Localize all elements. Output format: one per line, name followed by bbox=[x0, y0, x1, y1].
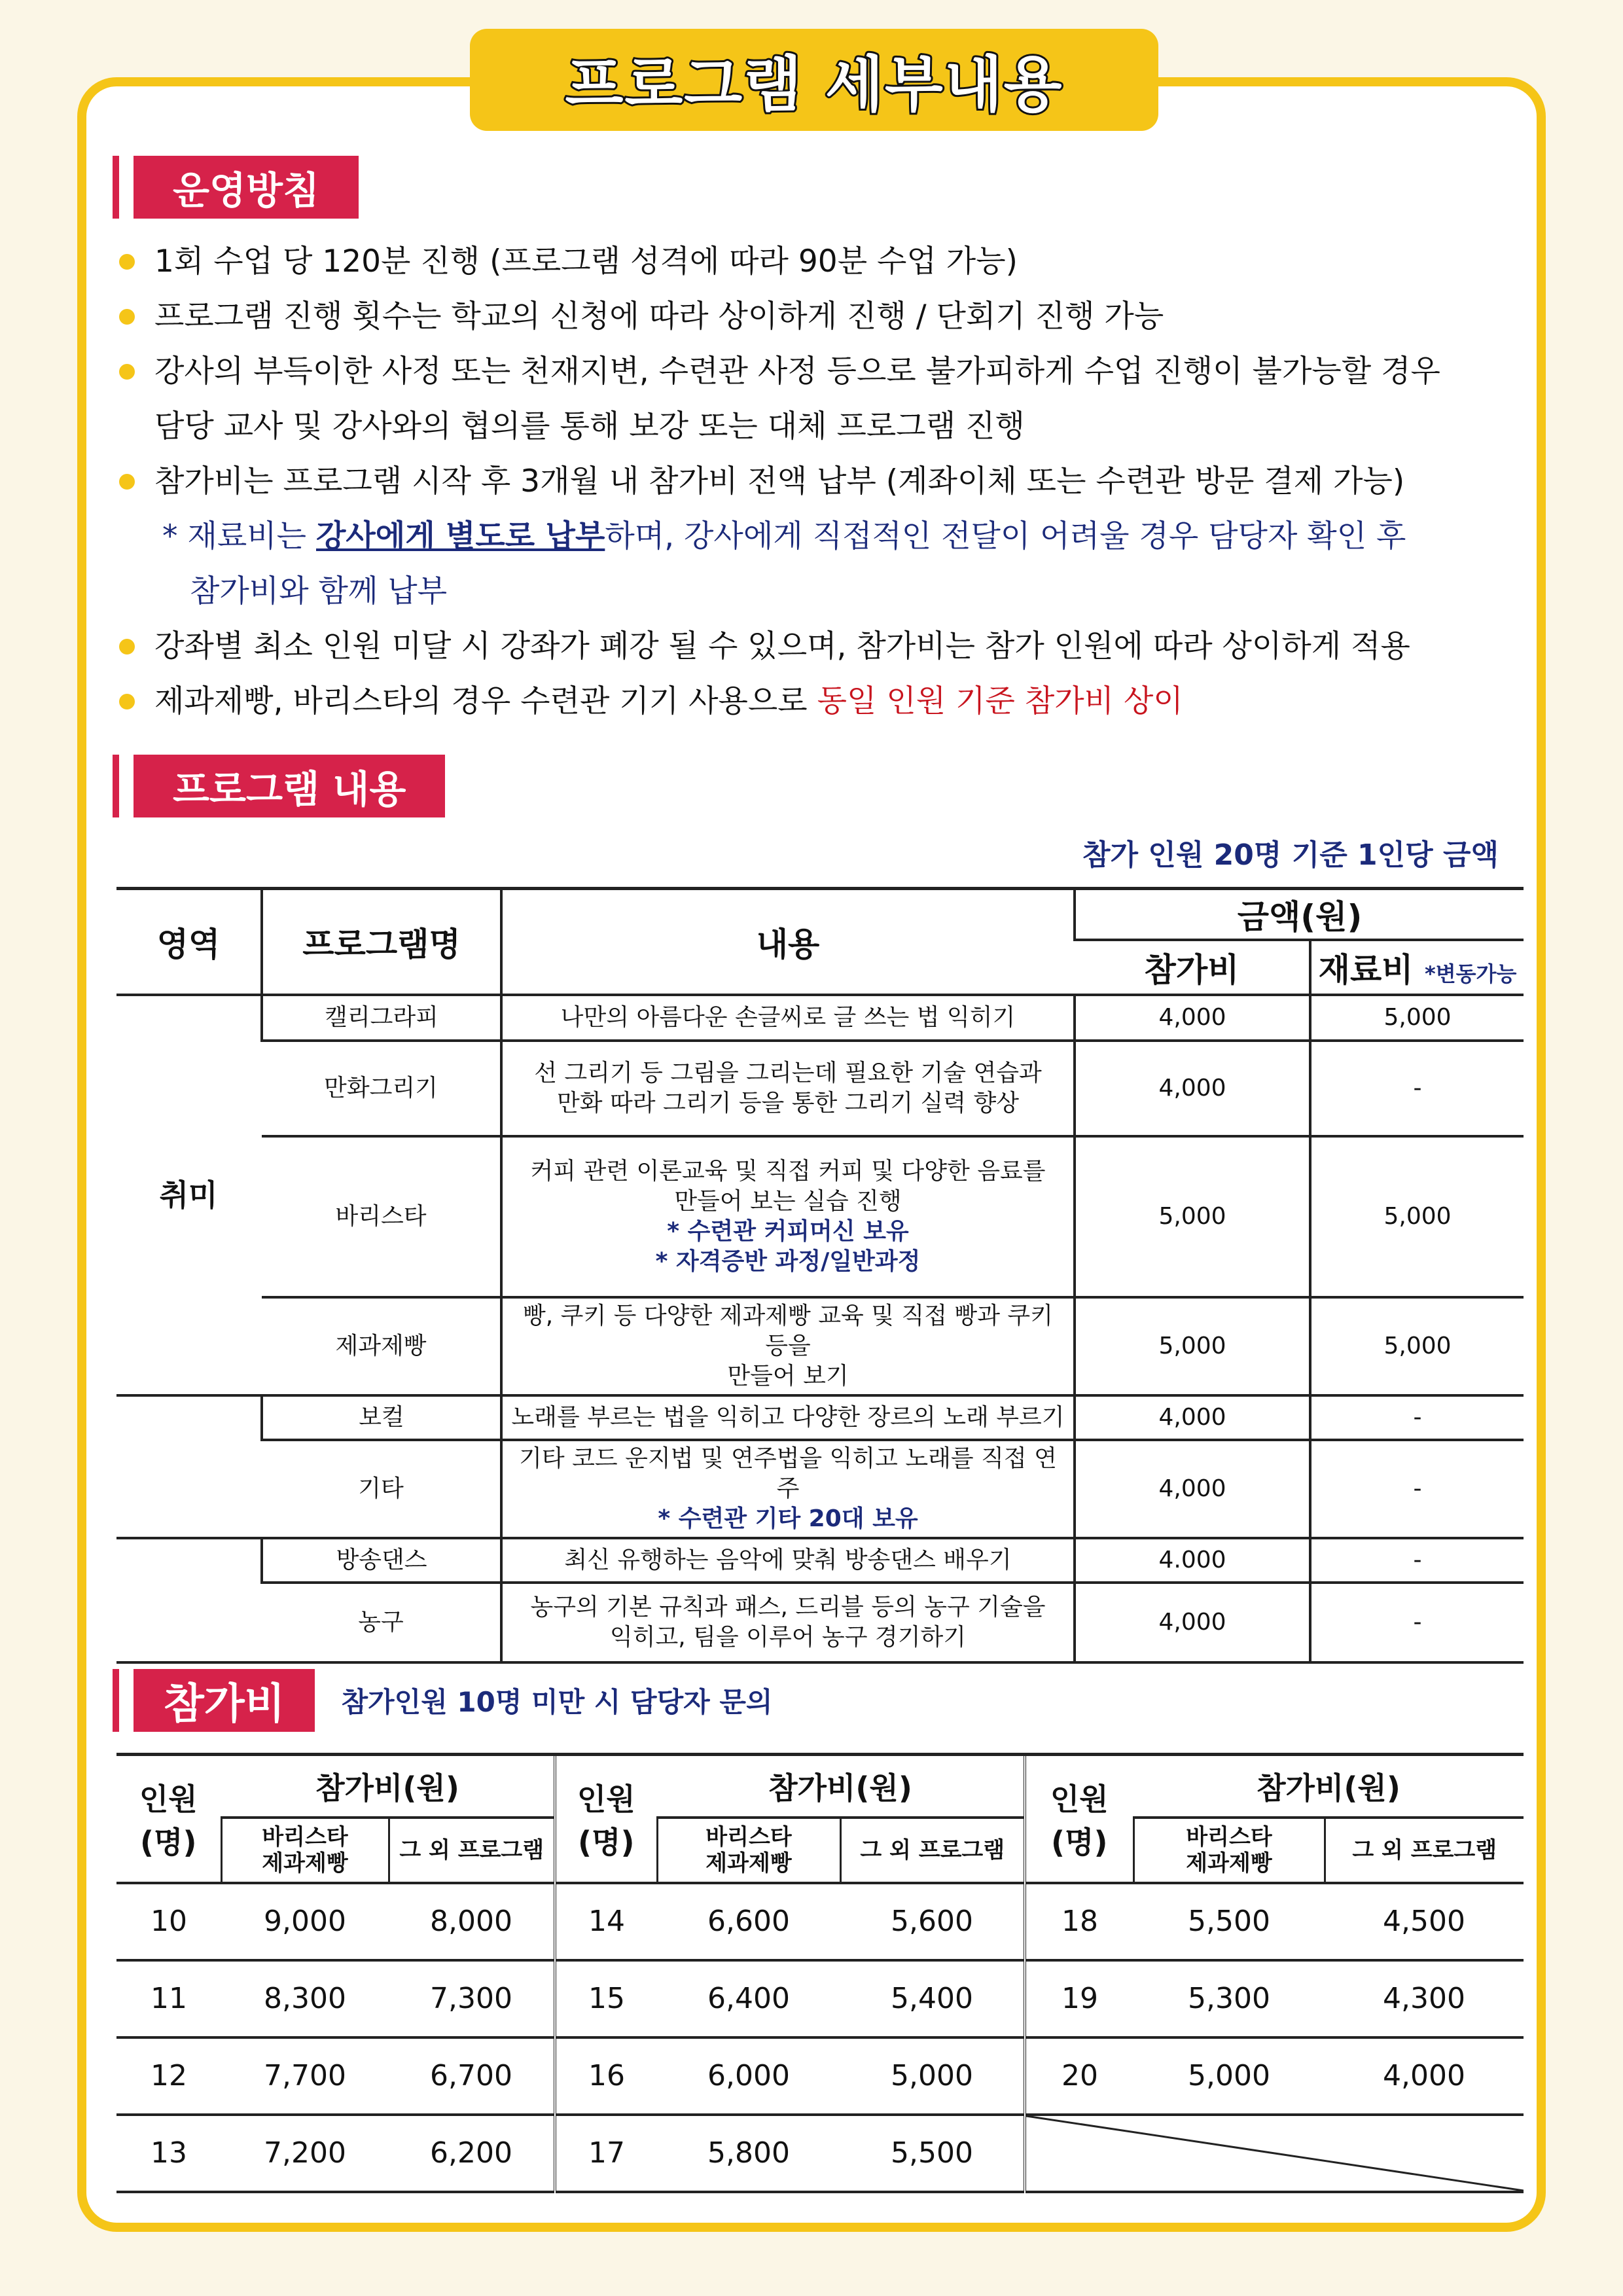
diagonal-line bbox=[1026, 2116, 1524, 2191]
section-marker bbox=[113, 755, 119, 817]
program-fee: 4.000 bbox=[1075, 1538, 1310, 1583]
barista-fee-cell: 5,000 bbox=[1133, 2037, 1325, 2115]
people-cell: 13 bbox=[116, 2115, 221, 2192]
policy-highlight: 동일 인원 기준 참가비 상이 bbox=[817, 683, 1183, 719]
policy-text: 프로그램 진행 횟수는 학교의 신청에 따라 상이하게 진행 / 단회기 진행 가능 bbox=[154, 298, 1164, 334]
area-blank bbox=[116, 1395, 262, 1538]
other-fee-cell: 6,700 bbox=[389, 2037, 555, 2115]
program-name: 보컬 bbox=[262, 1395, 501, 1440]
program-material: 5,000 bbox=[1310, 995, 1524, 1041]
barista-fee-cell: 7,700 bbox=[221, 2037, 389, 2115]
bullet-icon bbox=[119, 309, 135, 325]
people-cell: 15 bbox=[555, 1960, 657, 2037]
fee-row bbox=[116, 2115, 1524, 2192]
policy-text: 제과제빵, 바리스타의 경우 수련관 기기 사용으로 bbox=[154, 683, 817, 719]
program-material: 5,000 bbox=[1310, 1297, 1524, 1395]
policy-subnote bbox=[116, 509, 1530, 564]
program-section-header bbox=[113, 755, 445, 817]
content-line: 커피 관련 이론교육 및 직접 커피 및 다양한 음료를 bbox=[530, 1157, 1046, 1185]
policy-item bbox=[116, 619, 1530, 674]
header-line: 제과제빵 bbox=[705, 1850, 792, 1876]
other-fee-cell: 4,300 bbox=[1325, 1960, 1524, 2037]
page-title: 프로그램 세부내용 bbox=[565, 50, 1063, 120]
col-people: 인원(명) bbox=[555, 1755, 657, 1883]
header-line: 바리스타 bbox=[262, 1823, 348, 1850]
people-cell: 19 bbox=[1025, 1960, 1133, 2037]
content-line: 나만의 아름다운 손글씨로 글 쓰는 법 익히기 bbox=[560, 1003, 1016, 1031]
barista-fee-cell: 5,500 bbox=[1133, 1883, 1325, 1960]
content-line: 노래를 부르는 법을 익히고 다양한 장르의 노래 부르기 bbox=[511, 1403, 1065, 1431]
program-material: 5,000 bbox=[1310, 1136, 1524, 1297]
barista-fee-cell: 6,000 bbox=[657, 2037, 840, 2115]
program-material: - bbox=[1310, 1538, 1524, 1583]
col-fee-group: 참가비(원) bbox=[1133, 1755, 1524, 1818]
other-fee-cell: 5,400 bbox=[840, 1960, 1025, 2037]
barista-fee-cell: 9,000 bbox=[221, 1883, 389, 1960]
content-line: 만들어 보는 실습 진행 bbox=[674, 1187, 902, 1215]
material-note: *변동가능 bbox=[1424, 961, 1517, 986]
policy-text: 1회 수업 당 120분 진행 (프로그램 성격에 따라 90분 수업 가능) bbox=[154, 243, 1018, 279]
col-other: 그 외 프로그램 bbox=[840, 1818, 1025, 1883]
program-name: 기타 bbox=[262, 1440, 501, 1538]
policy-item bbox=[116, 344, 1530, 399]
bullet-icon bbox=[119, 474, 135, 490]
program-name: 바리스타 bbox=[262, 1136, 501, 1297]
people-cell: 16 bbox=[555, 2037, 657, 2115]
content-line: 최신 유행하는 음악에 맞춰 방송댄스 배우기 bbox=[564, 1546, 1012, 1573]
content-note: * 수련관 기타 20대 보유 bbox=[658, 1505, 918, 1532]
policy-text: 강사의 부득이한 사정 또는 천재지변, 수련관 사정 등으로 불가피하게 수업 진행이 불가능할 경우 bbox=[154, 353, 1440, 389]
program-content bbox=[501, 995, 1075, 1041]
barista-fee-cell: 5,300 bbox=[1133, 1960, 1325, 2037]
policy-item bbox=[116, 289, 1530, 344]
empty-diagonal-cell bbox=[1025, 2115, 1524, 2192]
col-barista bbox=[1133, 1818, 1325, 1883]
people-cell: 11 bbox=[116, 1960, 221, 2037]
fee-row bbox=[116, 1960, 1524, 2037]
content-note: * 수련관 커피머신 보유 bbox=[667, 1217, 909, 1245]
people-cell: 20 bbox=[1025, 2037, 1133, 2115]
header-line: 바리스타 bbox=[1186, 1823, 1272, 1850]
content-line: 선 그리기 등 그림을 그리는데 필요한 기술 연습과 bbox=[534, 1059, 1042, 1086]
col-people: 인원(명) bbox=[1025, 1755, 1133, 1883]
content-line: 빵, 쿠키 등 다양한 제과제빵 교육 및 직접 빵과 쿠키 등을 bbox=[523, 1302, 1053, 1359]
policy-item-continued bbox=[116, 399, 1530, 454]
col-people: 인원(명) bbox=[116, 1755, 221, 1883]
fee-section-header bbox=[113, 1669, 772, 1732]
program-name: 제과제빵 bbox=[262, 1297, 501, 1395]
program-content bbox=[501, 1297, 1075, 1395]
col-barista bbox=[657, 1818, 840, 1883]
program-content bbox=[501, 1440, 1075, 1538]
people-cell: 17 bbox=[555, 2115, 657, 2192]
policy-section-header bbox=[113, 156, 359, 219]
program-content bbox=[501, 1136, 1075, 1297]
section-marker bbox=[113, 156, 119, 219]
col-name: 프로그램명 bbox=[262, 889, 501, 995]
content-note: * 자격증반 과정/일반과정 bbox=[655, 1247, 921, 1275]
barista-fee-cell: 6,600 bbox=[657, 1883, 840, 1960]
program-material: - bbox=[1310, 1440, 1524, 1538]
policy-subnote-continued bbox=[116, 564, 1530, 619]
program-material: - bbox=[1310, 1583, 1524, 1662]
content-line: 만들어 보기 bbox=[727, 1362, 849, 1390]
col-other: 그 외 프로그램 bbox=[389, 1818, 555, 1883]
subnote-text: 하며, 강사에게 직접적인 전달이 어려울 경우 담당자 확인 후 bbox=[605, 518, 1406, 554]
other-fee-cell: 4,000 bbox=[1325, 2037, 1524, 2115]
subnote-underlined: 강사에게 별도로 납부 bbox=[316, 518, 605, 554]
program-name: 만화그리기 bbox=[262, 1041, 501, 1136]
section-marker bbox=[113, 1669, 119, 1732]
fee-row bbox=[116, 2037, 1524, 2115]
program-fee: 4,000 bbox=[1075, 1583, 1310, 1662]
barista-fee-cell: 6,400 bbox=[657, 1960, 840, 2037]
fee-table bbox=[116, 1753, 1524, 2193]
fee-row bbox=[116, 1883, 1524, 1960]
policy-text: 강좌별 최소 인원 미달 시 강좌가 폐강 될 수 있으며, 참가비는 참가 인원에 따라 상이하게 적용 bbox=[154, 628, 1410, 664]
bullet-icon bbox=[119, 364, 135, 380]
content-line: 만화 따라 그리기 등을 통한 그리기 실력 향상 bbox=[556, 1089, 1020, 1117]
bullet-icon bbox=[119, 694, 135, 709]
bullet-icon bbox=[119, 639, 135, 655]
policy-item bbox=[116, 234, 1530, 289]
col-content: 내용 bbox=[501, 889, 1075, 995]
col-fee-group: 참가비(원) bbox=[657, 1755, 1025, 1818]
program-fee: 4,000 bbox=[1075, 1395, 1310, 1440]
policy-text: 담당 교사 및 강사와의 협의를 통해 보강 또는 대체 프로그램 진행 bbox=[154, 408, 1025, 444]
program-material: - bbox=[1310, 1395, 1524, 1440]
subnote-text: * 재료비는 bbox=[162, 518, 316, 554]
people-cell: 18 bbox=[1025, 1883, 1133, 1960]
title-tab bbox=[470, 29, 1158, 131]
program-fee: 4,000 bbox=[1075, 995, 1310, 1041]
program-caption: 참가 인원 20명 기준 1인당 금액 bbox=[1082, 838, 1499, 872]
content-line: 기타 코드 운지법 및 연주법을 익히고 노래를 직접 연주 bbox=[519, 1444, 1057, 1502]
program-content bbox=[501, 1583, 1075, 1662]
subnote-text: 참가비와 함께 납부 bbox=[190, 573, 448, 609]
fee-note: 참가인원 10명 미만 시 담당자 문의 bbox=[341, 1686, 773, 1718]
people-cell: 10 bbox=[116, 1883, 221, 1960]
header-line: 제과제빵 bbox=[1186, 1850, 1272, 1876]
policy-list bbox=[116, 234, 1530, 729]
program-heading: 프로그램 내용 bbox=[134, 755, 445, 817]
material-label: 재료비 bbox=[1318, 950, 1414, 989]
program-name: 방송댄스 bbox=[262, 1538, 501, 1583]
other-fee-cell: 5,500 bbox=[840, 2115, 1025, 2192]
other-fee-cell: 6,200 bbox=[389, 2115, 555, 2192]
content-line: 농구의 기본 규칙과 패스, 드리블 등의 농구 기술을 bbox=[530, 1593, 1046, 1621]
policy-heading: 운영방침 bbox=[134, 156, 359, 219]
col-fee-group: 참가비(원) bbox=[221, 1755, 555, 1818]
program-fee: 5,000 bbox=[1075, 1136, 1310, 1297]
program-fee: 5,000 bbox=[1075, 1297, 1310, 1395]
barista-fee-cell: 5,800 bbox=[657, 2115, 840, 2192]
people-cell: 12 bbox=[116, 2037, 221, 2115]
other-fee-cell: 4,500 bbox=[1325, 1883, 1524, 1960]
barista-fee-cell: 7,200 bbox=[221, 2115, 389, 2192]
other-fee-cell: 8,000 bbox=[389, 1883, 555, 1960]
other-fee-cell: 5,000 bbox=[840, 2037, 1025, 2115]
area-hobby: 취미 bbox=[116, 995, 262, 1395]
program-name: 농구 bbox=[262, 1583, 501, 1662]
program-fee: 4,000 bbox=[1075, 1041, 1310, 1136]
program-content bbox=[501, 1041, 1075, 1136]
people-cell: 14 bbox=[555, 1883, 657, 1960]
policy-text: 참가비는 프로그램 시작 후 3개월 내 참가비 전액 납부 (계좌이체 또는 수련관 방문 결제 가능) bbox=[154, 463, 1405, 499]
other-fee-cell: 5,600 bbox=[840, 1883, 1025, 1960]
barista-fee-cell: 8,300 bbox=[221, 1960, 389, 2037]
col-material bbox=[1310, 940, 1524, 995]
area-blank bbox=[116, 1538, 262, 1662]
program-table bbox=[116, 887, 1524, 1664]
policy-item bbox=[116, 674, 1530, 729]
col-area: 영역 bbox=[116, 889, 262, 995]
col-barista bbox=[221, 1818, 389, 1883]
program-material: - bbox=[1310, 1041, 1524, 1136]
content-line: 익히고, 팀을 이루어 농구 경기하기 bbox=[609, 1623, 967, 1651]
fee-heading: 참가비 bbox=[134, 1669, 315, 1732]
program-content bbox=[501, 1538, 1075, 1583]
program-fee: 4,000 bbox=[1075, 1440, 1310, 1538]
policy-item bbox=[116, 454, 1530, 509]
col-other: 그 외 프로그램 bbox=[1325, 1818, 1524, 1883]
col-amount: 금액(원) bbox=[1075, 889, 1524, 940]
bullet-icon bbox=[119, 254, 135, 270]
other-fee-cell: 7,300 bbox=[389, 1960, 555, 2037]
program-content bbox=[501, 1395, 1075, 1440]
col-fee: 참가비 bbox=[1075, 940, 1310, 995]
header-line: 제과제빵 bbox=[262, 1850, 348, 1876]
header-line: 바리스타 bbox=[705, 1823, 792, 1850]
program-name: 캘리그라피 bbox=[262, 995, 501, 1041]
